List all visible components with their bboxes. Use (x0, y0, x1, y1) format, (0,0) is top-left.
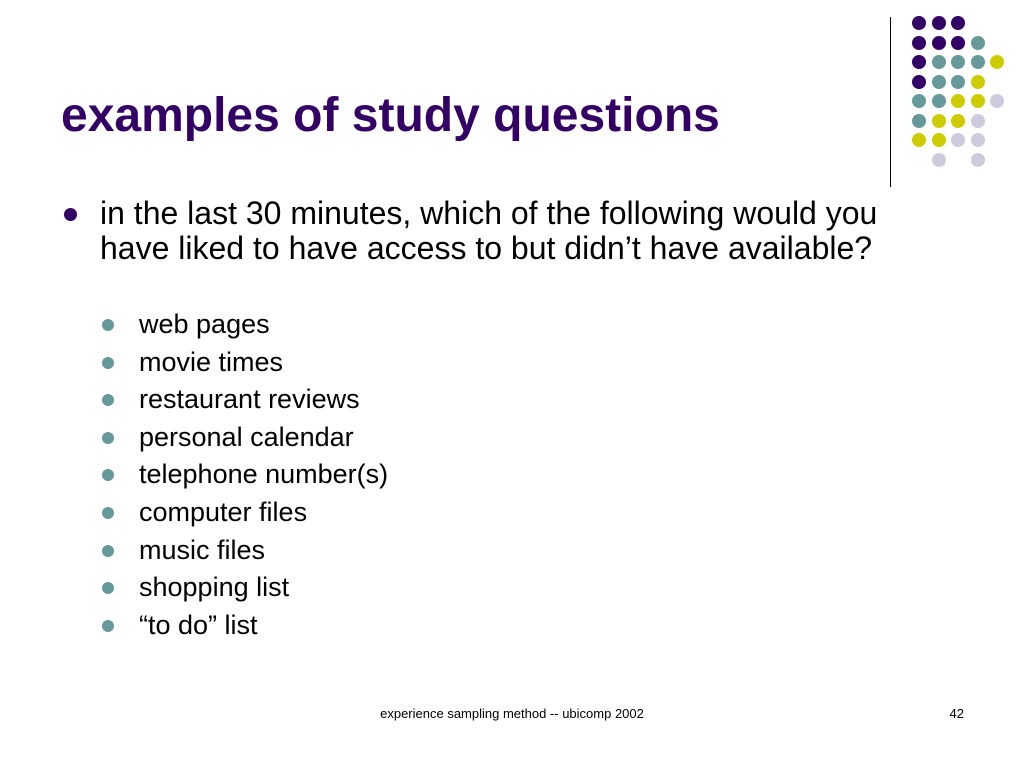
bullet-dot-icon (102, 357, 114, 369)
decorative-dot (912, 36, 926, 50)
decorative-dot (971, 55, 985, 69)
list-item-label: restaurant reviews (139, 384, 360, 415)
list-item-label: telephone number(s) (139, 459, 389, 490)
decorative-dot (971, 75, 985, 89)
list-item-label: music files (139, 534, 266, 565)
list-item-label: “to do” list (139, 609, 258, 640)
list-item (102, 569, 388, 607)
bullet-dot-icon (102, 620, 114, 632)
list-item (102, 494, 388, 532)
list-item (102, 456, 388, 494)
list-item (102, 381, 388, 419)
decorative-dot (912, 114, 926, 128)
decorative-dot (951, 36, 965, 50)
slide-title: examples of study questions (61, 89, 720, 142)
decorative-dot (932, 153, 946, 167)
decorative-dot (971, 153, 985, 167)
decorative-dot (932, 16, 946, 30)
list-item (102, 532, 388, 570)
decorative-dot (971, 114, 985, 128)
decorative-dot (932, 36, 946, 50)
decorative-dot (971, 36, 985, 50)
decorative-dot (951, 114, 965, 128)
list-item (102, 607, 388, 645)
bullet-dot-icon (102, 545, 114, 557)
footer-caption: experience sampling method -- ubicomp 2002 (380, 706, 644, 721)
decorative-dot (932, 133, 946, 147)
decorative-dot (912, 94, 926, 108)
list-item (102, 419, 388, 457)
title-divider (890, 17, 891, 187)
decorative-dot (990, 55, 1004, 69)
decorative-dot (951, 133, 965, 147)
bullet-dot-icon (102, 582, 114, 594)
bullet-dot-icon (102, 507, 114, 519)
bullet-dot-icon (102, 394, 114, 406)
bullet-dot-icon (102, 469, 114, 481)
decorative-dot (912, 75, 926, 89)
bullet-dot-icon (102, 432, 114, 444)
list-item-label: web pages (139, 309, 270, 339)
list-item-label: computer files (139, 496, 308, 527)
list-item-label: shopping list (139, 572, 290, 603)
decorative-dot (912, 133, 926, 147)
decorative-dot (932, 94, 946, 108)
page-number: 42 (949, 706, 964, 721)
decorative-dot (971, 133, 985, 147)
question-text: in the last 30 minutes, which of the following would you have liked to have access to but didn’t have available? (100, 195, 878, 266)
decorative-dot (932, 114, 946, 128)
decorative-dot (912, 16, 926, 30)
decorative-dot (932, 55, 946, 69)
decorative-dot (990, 94, 1004, 108)
decorative-dot (912, 55, 926, 69)
list-item (102, 344, 388, 382)
decorative-dot (951, 16, 965, 30)
decorative-dot (951, 55, 965, 69)
decorative-dot (951, 94, 965, 108)
decorative-dot (951, 75, 965, 89)
list-item (102, 306, 388, 344)
list-item-label: personal calendar (139, 421, 354, 452)
list-item-label: movie times (139, 346, 284, 377)
bullet-dot-icon (102, 319, 114, 331)
decorative-dot (932, 75, 946, 89)
decorative-dot (971, 94, 985, 108)
bullet-dot-icon (64, 208, 77, 221)
answer-options-list (102, 306, 388, 644)
